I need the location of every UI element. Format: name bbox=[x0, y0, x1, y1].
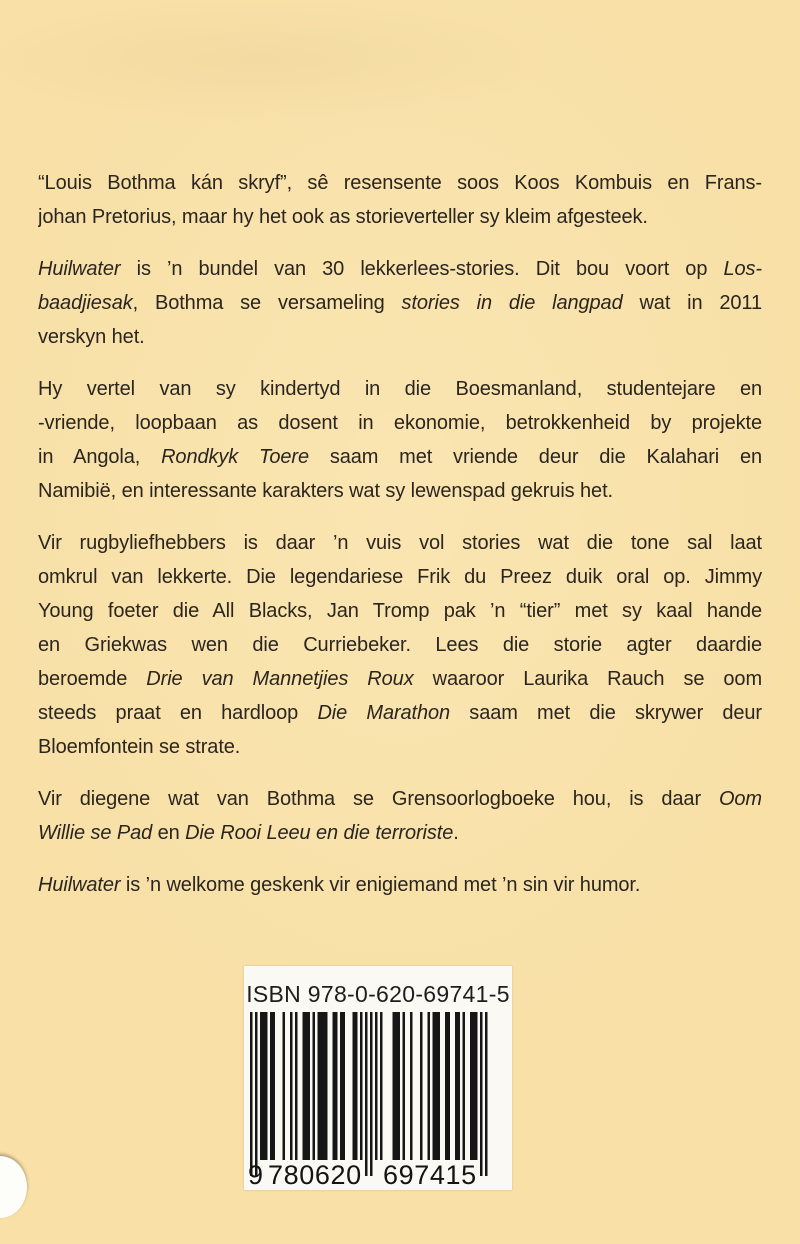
barcode-bar bbox=[250, 1012, 253, 1176]
italic-text: Die Rooi Leeu en die terroriste bbox=[185, 822, 454, 844]
paragraph bbox=[38, 782, 762, 850]
text: Namibië, en interessante karakters wat sy lewenspad gekruis het. bbox=[38, 480, 613, 502]
blurb-line bbox=[38, 474, 762, 508]
text: omkrul van lekkerte. Die legendariese Frik du Preez duik oral op. Jimmy bbox=[38, 566, 762, 588]
blurb-line bbox=[38, 628, 762, 662]
text: Bloemfontein se strate. bbox=[38, 736, 241, 758]
text: . bbox=[453, 822, 459, 844]
ean13-barcode bbox=[250, 1012, 488, 1176]
blurb-line bbox=[38, 662, 762, 696]
barcode-bar bbox=[485, 1012, 488, 1176]
text: , Bothma se versameling bbox=[132, 292, 402, 314]
text: wat in 2011 bbox=[622, 292, 762, 314]
text: in Angola, bbox=[38, 446, 162, 468]
italic-text: Die Marathon bbox=[317, 702, 451, 724]
barcode-bar bbox=[340, 1012, 345, 1160]
text: -vriende, loopbaan as dosent in ekonomie, betrokkenheid by projekte bbox=[38, 412, 762, 434]
paragraph bbox=[38, 166, 762, 234]
text: Hy vertel van sy kindertyd in die Boesmanland, studentejare en bbox=[38, 378, 762, 400]
paragraph bbox=[38, 252, 762, 354]
blurb-line bbox=[38, 166, 762, 200]
italic-text: Willie se Pad bbox=[38, 822, 153, 844]
isbn-barcode-label bbox=[244, 966, 512, 1190]
text: beroemde bbox=[38, 668, 147, 690]
text: johan Pretorius, maar hy het ook as storieverteller sy kleim afgesteek. bbox=[38, 206, 648, 228]
blurb-line bbox=[38, 696, 762, 730]
blurb-line bbox=[38, 782, 762, 816]
blurb-line bbox=[38, 286, 762, 320]
text: en Griekwas wen die Curriebeker. Lees die storie agter daardie bbox=[38, 634, 762, 656]
text: saam met vriende deur die Kalahari en bbox=[308, 446, 762, 468]
paragraph bbox=[38, 526, 762, 764]
barcode-bar bbox=[370, 1012, 373, 1176]
barcode-bar bbox=[445, 1012, 450, 1160]
blurb-line bbox=[38, 868, 762, 902]
blurb-line bbox=[38, 594, 762, 628]
text: is ’n bundel van 30 lekkerlees-stories. Dit bou voort op bbox=[120, 258, 724, 280]
barcode-bar bbox=[303, 1012, 311, 1160]
italic-text: Oom bbox=[718, 788, 762, 810]
page-curl-notch bbox=[0, 1156, 27, 1218]
italic-text: Huilwater bbox=[38, 258, 121, 280]
barcode-bar bbox=[463, 1012, 466, 1160]
text: “Louis Bothma kán skryf”, sê resensente soos Koos Kombuis en Frans- bbox=[38, 172, 762, 194]
barcode-bar bbox=[295, 1012, 298, 1160]
barcode-bar bbox=[470, 1012, 478, 1160]
blurb-line bbox=[38, 406, 762, 440]
italic-text: Rondkyk Toere bbox=[161, 446, 309, 468]
blurb-line bbox=[38, 560, 762, 594]
barcode-bar bbox=[318, 1012, 328, 1160]
blurb-line bbox=[38, 320, 762, 354]
barcode-bar bbox=[333, 1012, 338, 1160]
barcode-bar bbox=[410, 1012, 413, 1160]
text: waaroor Laurika Rauch se oom bbox=[413, 668, 762, 690]
blurb-line bbox=[38, 200, 762, 234]
text: Vir diegene wat van Bothma se Grensoorlogboeke hou, is daar bbox=[38, 788, 719, 810]
barcode-digit-group: 697415 bbox=[383, 1160, 477, 1190]
blurb-line bbox=[38, 730, 762, 764]
barcode-bar bbox=[428, 1012, 431, 1160]
paragraph bbox=[38, 372, 762, 508]
barcode-bar bbox=[393, 1012, 401, 1160]
text: steeds praat en hardloop bbox=[38, 702, 318, 724]
paragraph bbox=[38, 868, 762, 902]
text: en bbox=[152, 822, 186, 844]
text: saam met die skrywer deur bbox=[450, 702, 762, 724]
barcode-bar bbox=[420, 1012, 423, 1160]
barcode-bar bbox=[283, 1012, 286, 1160]
barcode-bar bbox=[255, 1012, 258, 1176]
barcode-bar bbox=[313, 1012, 316, 1160]
barcode-bar bbox=[375, 1012, 378, 1160]
blurb-line bbox=[38, 252, 762, 286]
barcode-bar bbox=[260, 1012, 268, 1160]
barcode-bar bbox=[433, 1012, 441, 1160]
barcode-bar bbox=[403, 1012, 406, 1160]
italic-text: Drie van Mannetjies Roux bbox=[146, 668, 414, 690]
italic-text: Los- bbox=[723, 258, 762, 280]
barcode-bar bbox=[353, 1012, 358, 1160]
text: Vir rugbyliefhebbers is daar ’n vuis vol stories wat die tone sal laat bbox=[38, 532, 762, 554]
text: is ’n welkome geskenk vir enigiemand met ’n sin vir humor. bbox=[120, 874, 641, 896]
blurb-line bbox=[38, 372, 762, 406]
blurb-line bbox=[38, 526, 762, 560]
blurb bbox=[38, 166, 762, 920]
italic-text: baadjiesak bbox=[38, 292, 133, 314]
barcode-bar bbox=[290, 1012, 293, 1160]
barcode-bar bbox=[380, 1012, 383, 1160]
barcode-bar bbox=[360, 1012, 363, 1160]
barcode-digit-group: 9 bbox=[248, 1160, 264, 1190]
blurb-line bbox=[38, 440, 762, 474]
barcode-bar bbox=[455, 1012, 460, 1160]
barcode-bar bbox=[480, 1012, 483, 1176]
isbn-number: ISBN 978-0-620-69741-5 bbox=[246, 981, 510, 1007]
blurb-line bbox=[38, 816, 762, 850]
barcode-digit-group: 780620 bbox=[268, 1160, 362, 1190]
barcode-bar bbox=[365, 1012, 368, 1176]
text: Young foeter die All Blacks, Jan Tromp pak ’n “tier” met sy kaal hande bbox=[38, 600, 762, 622]
text: verskyn het. bbox=[38, 326, 145, 348]
barcode-bar bbox=[270, 1012, 275, 1160]
italic-text: Huilwater bbox=[38, 874, 121, 896]
italic-text: stories in die langpad bbox=[401, 292, 623, 314]
